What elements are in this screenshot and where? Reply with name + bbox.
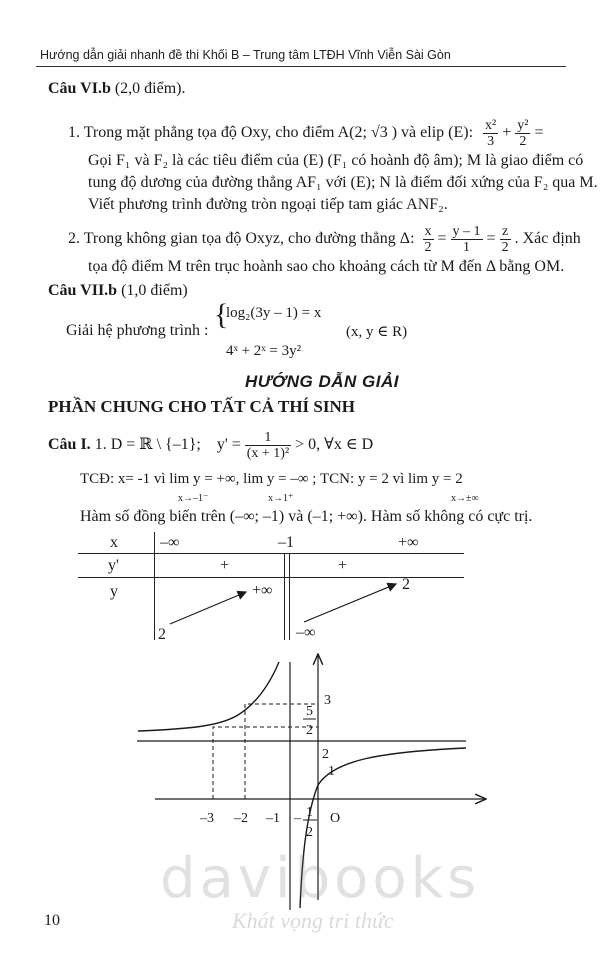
- c1-deriv-num: 1: [245, 430, 291, 446]
- c1-deriv-rhs: > 0, ∀x ∈ D: [295, 436, 374, 454]
- ellipse-x2: x²: [485, 118, 497, 133]
- ellipse-eq: =: [534, 124, 544, 142]
- y-tick-3: 3: [324, 693, 331, 708]
- watermark-brand: davibooks: [160, 846, 481, 911]
- table-x-val-2: +∞: [398, 534, 419, 551]
- neg-half-minus: –: [294, 811, 301, 826]
- line-zd: 2: [501, 240, 509, 255]
- line-yn: y – 1: [452, 224, 481, 239]
- lim-sub-1: x→–1⁻: [178, 493, 209, 504]
- q6-item2-text: 2. Trong không gian tọa độ Oxyz, cho đường thẳng Δ:: [68, 230, 415, 248]
- system-condition: (x, y ∈ R): [346, 324, 408, 340]
- table-y-val-1: 2: [158, 626, 166, 643]
- line-yd: 1: [463, 240, 471, 255]
- neg-half-num: 1: [306, 805, 313, 820]
- table-y-val-0: +∞: [252, 582, 273, 599]
- q6-title: Câu VI.b: [48, 80, 111, 97]
- table-sign-1: +: [338, 557, 348, 574]
- x-tick-neg3: –3: [200, 811, 214, 826]
- table-y-val-3: –∞: [296, 624, 316, 641]
- y-tick-2: 2: [322, 747, 329, 762]
- line-xn: x: [424, 224, 432, 239]
- system-brace: {: [214, 298, 229, 331]
- lim-sub-2: x→1⁺: [268, 493, 294, 504]
- origin-label: O: [330, 811, 341, 826]
- table-label-yp: y': [108, 557, 119, 574]
- y-frac-52-den: 2: [306, 723, 313, 738]
- c1-domain: 1. D = ℝ \ {–1};: [94, 436, 201, 454]
- c1-title: Câu I.: [48, 436, 91, 454]
- q6-item1-line3: tung độ dương của đường thẳng AF₁ với (E); N là điểm đối xứng của F₂ qua M.: [88, 174, 598, 191]
- q6-item2-line2: tọa độ điểm M trên trục hoành sao cho khoảng cách từ M đến Δ bằng OM.: [88, 258, 565, 275]
- common-part-title: PHẦN CHUNG CHO TẤT CẢ THÍ SINH: [48, 397, 355, 416]
- q6-points: (2,0 điểm).: [114, 80, 186, 97]
- q6-item2-tail: . Xác định: [514, 230, 581, 248]
- c1-deriv-den: (x + 1)²: [246, 446, 290, 461]
- line-eq1: =: [437, 230, 447, 248]
- system-eq2: 4ˣ + 2ˣ = 3y²: [226, 343, 302, 359]
- x-tick-neg2: –2: [234, 811, 248, 826]
- neg-half-den: 2: [306, 825, 313, 840]
- c1-monotonic: Hàm số đồng biến trên (–∞; –1) và (–1; +∞). Hàm số không có cực trị.: [80, 508, 533, 525]
- page-number: 10: [44, 912, 60, 929]
- system-eq1: log₂(3y – 1) = x: [226, 305, 322, 321]
- ellipse-d1: 3: [487, 134, 495, 149]
- table-label-x: x: [110, 534, 118, 551]
- ellipse-y2: y²: [517, 118, 529, 133]
- line-eq2: =: [486, 230, 496, 248]
- y-tick-1: 1: [328, 764, 335, 779]
- q6-item1-line2: Gọi F₁ và F₂ là các tiêu điểm của (E) (F₁ có hoành độ âm); M là giao điểm có: [88, 152, 584, 169]
- table-y-val-2: 2: [402, 576, 410, 593]
- q6-item1-line4: Viết phương trình đường tròn ngoại tiếp tam giác ANF₂.: [88, 196, 448, 213]
- x-tick-neg1: –1: [266, 811, 280, 826]
- ellipse-d2: 2: [519, 134, 527, 149]
- dashed-guide-1: [213, 727, 318, 799]
- line-xd: 2: [424, 240, 432, 255]
- curve-left-branch: [138, 662, 279, 731]
- solution-title: HƯỚNG DẪN GIẢI: [245, 372, 399, 391]
- q7-points: (1,0 điểm): [121, 282, 188, 299]
- lim-sub-3: x→±∞: [451, 493, 479, 504]
- c1-asymptotes: TCĐ: x= -1 vì lim y = +∞, lim y = –∞ ; TCN: y = 2 vì lim y = 2: [80, 471, 463, 487]
- running-header: Hướng dẫn giải nhanh đề thi Khối B – Trung tâm LTĐH Vĩnh Viễn Sài Gòn: [40, 48, 451, 62]
- line-zn: z: [500, 224, 511, 240]
- watermark-slogan: Khát vọng tri thức: [232, 908, 394, 933]
- ellipse-plus: +: [502, 124, 512, 142]
- q7-intro: Giải hệ phương trình :: [66, 322, 209, 339]
- table-label-y: y: [110, 583, 118, 600]
- q7-title: Câu VII.b: [48, 282, 118, 299]
- table-x-val-0: –∞: [160, 534, 180, 551]
- c1-deriv-lhs: y' =: [216, 436, 241, 454]
- q6-item1-text: 1. Trong mặt phẳng tọa độ Oxy, cho điểm A(2; √3 ) và elip (E):: [68, 124, 474, 142]
- table-sign-0: +: [220, 557, 230, 574]
- table-x-val-1: –1: [278, 534, 294, 551]
- y-frac-52-num: 5: [306, 704, 313, 719]
